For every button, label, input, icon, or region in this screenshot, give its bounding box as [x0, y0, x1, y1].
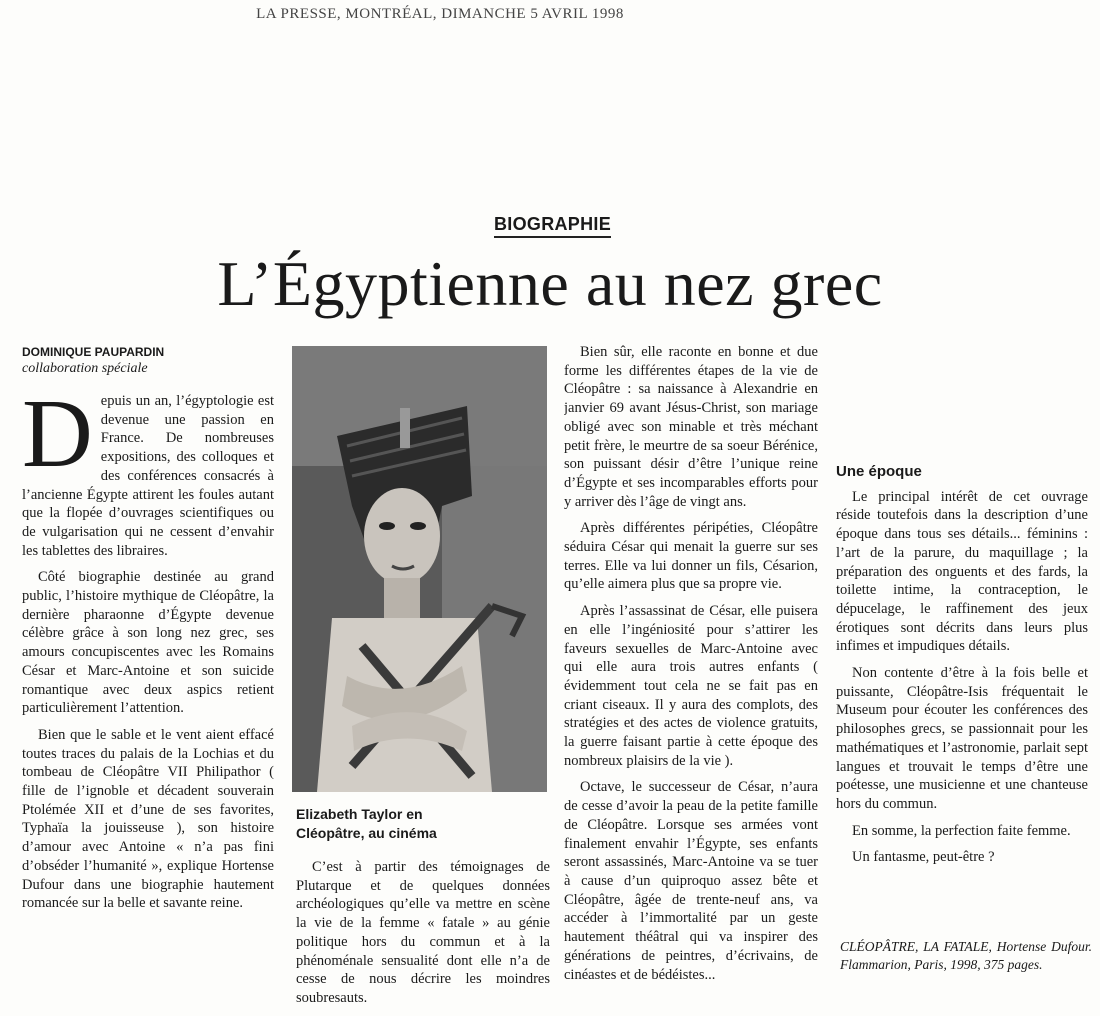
- paragraph-12: Un fantasme, peut-être ?: [852, 849, 995, 866]
- photo-caption: [296, 805, 556, 843]
- photo-illustration: [292, 346, 547, 792]
- caption-line-2: Cléopâtre, au cinéma: [296, 825, 437, 841]
- section-kicker: BIOGRAPHIE: [494, 214, 611, 238]
- paragraph-5: Bien sûr, elle raconte en bonne et due forme les différentes étapes de la vie de Cléopâtre : sa naissance à Alexandrie en janvier 69 avant Jésus-Christ, son mariage obligé avec son minable et très méchant petit frère, le meurtre de sa soeur Bérénice, son puissant désir d’être l’unique reine d’Égypte et ses incomparables efforts pour y arriver dès l’âge de vingt ans.: [564, 344, 818, 510]
- paragraph-6: Après différentes péripéties, Cléopâtre séduira César qui menait la guerre sur ses terres. Elle va lui donner un fils, Césarion, qu’elle aimera plus que sa propre vie.: [564, 520, 818, 593]
- photo-cleopatra: [292, 346, 547, 792]
- column-1: [22, 380, 274, 921]
- paragraph-3: Bien que le sable et le vent aient effacé toutes traces du palais de la Lochias et du tombeau de Cléopâtre VII Philipathor ( fille de l’ignoble et décadent souverain Ptolémée XII et d’une de ses favorites, Typhaïa la jouisseuse ), son histoire d’amour avec Antoine « n’a pas fini d’obséder l’humanité », explique Hortense Dufour dans une biographie hautement romancée sur la belle et savante reine.: [22, 726, 274, 912]
- byline-name: DOMINIQUE PAUPARDIN: [22, 345, 165, 359]
- headline: L’Égyptienne au nez grec: [217, 248, 883, 319]
- column-3: [564, 343, 818, 983]
- paragraph-1: Depuis un an, l’égyptologie est devenue une passion en France. De nombreuses expositions, des colloques et des conférences consacrés à l’ancienne Égypte attirent les foules autant que la flopée d’ouvrages scientifiques ou de vulgarisation qui ne cessent d’envahir les tablettes des libraires.: [22, 380, 274, 559]
- book-credit: CLÉOPÂTRE, LA FATALE, Hortense Dufour. Flammarion, Paris, 1998, 375 pages.: [840, 939, 1092, 972]
- paragraph-9: Le principal intérêt de cet ouvrage réside toutefois dans la description d’une époque dans tous ses détails... féminins : l’art de la parure, du maquillage ; la préparation des onguents et des fards, la toilette intime, la contraception, le dépucelage, le raffinement des jeux érotiques sont décrits dans leurs plus infimes et impudiques détails.: [836, 488, 1088, 655]
- paragraph-8: Octave, le successeur de César, n’aura de cesse d’avoir la peau de la petite famille de Cléopâtre. Lorsque ses armées vont finalement envahir l’Égypte, ses enfants seront assassinés, Marc-Antoine va se tuer à cause d’un quiproquo assez bête et Cléopâtre, âgée de trente-neuf ans, va accéder à l’immortalité par un geste hautement théâtral qui va inspirer des générations de peintres, d’écrivains, de cinéastes et de bédéistes...: [564, 779, 818, 983]
- subhead-une-epoque: Une époque: [836, 463, 922, 480]
- column-2-upper: [296, 858, 550, 1016]
- paragraph-11: En somme, la perfection faite femme.: [852, 822, 1071, 839]
- column-4: [836, 455, 1088, 875]
- paragraph-4-start: C’est à partir des témoignages de Plutarque et de quelques données archéologiques qu’elle va mettre en scène la vie de la femme « fatale » au génie politique hors du commun et à la phénoménale sensualité dont elle n’a de cesse de nous décrire les moindres soubresauts.: [296, 859, 550, 1006]
- caption-line-1: Elizabeth Taylor en: [296, 806, 423, 822]
- masthead: LA PRESSE, MONTRÉAL, DIMANCHE 5 AVRIL 1998: [256, 6, 624, 22]
- byline-role: collaboration spéciale: [22, 361, 148, 376]
- paragraph-2: Côté biographie destinée au grand public, l’histoire mythique de Cléopâtre, la dernière pharaonne d’Égypte devenue célèbre grâce à son long nez grec, ses amours concupiscentes avec les Romains César et Marc-Antoine et son suicide romantique avec deux aspics retient particulièrement l’attention.: [22, 569, 274, 717]
- paragraph-7: Après l’assassinat de César, elle puisera en elle l’ingéniosité pour s’attirer les faveurs sexuelles de Marc-Antoine avec qui elle aura trois autres enfants ( évidemment tout cela ne se fait pas en criant ciseaux. Il y aura des complots, des stratégies et des actes de violence gratuits, la guerre faisant partie à cette époque des nombreux plaisirs de la vie ).: [564, 603, 818, 769]
- paragraph-10: Non contente d’être à la fois belle et puissante, Cléopâtre-Isis fréquentait le Museum pour écouter les conférences des philosophes grecs, se passionnait pour les mathématiques et l’astronomie, parlait sept langues et trouvait le temps d’être une poétesse, une musicienne et une chanteuse hors du commun.: [836, 665, 1088, 812]
- drop-cap: D: [22, 380, 93, 488]
